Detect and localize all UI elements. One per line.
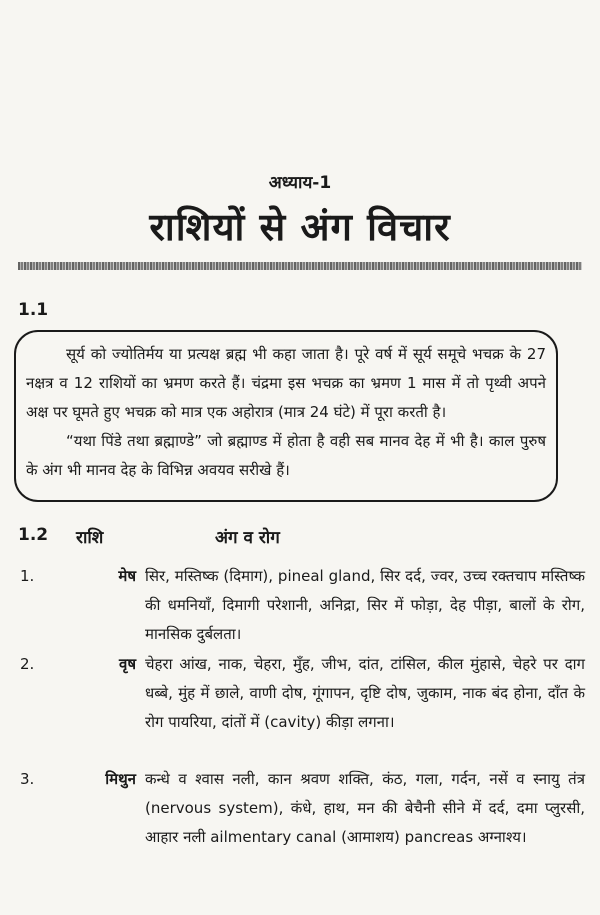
- intro-paragraph-1: सूर्य को ज्योतिर्मय या प्रत्यक्ष ब्रह्म भी कहा जाता है। पूरे वर्ष में सूर्य समूचे भचक्र के 27 नक्षत्र व 12 राशियों का भ्रमण करते हैं। चंद्रमा इस भचक्र का भ्रमण 1 मास में तो पृथ्वी अपने अक्ष पर घूमते हुए भचक्र को मात्र एक अहोरात्र (मात्र 24 घंटे) में पूरा करती है।: [26, 345, 546, 421]
- section-1-1-number: 1.1: [18, 300, 49, 320]
- entry-description: कन्धे व श्वास नली, कान श्रवण शक्ति, कंठ, गला, गर्दन, नसें व स्नायु तंत्र (nervous system), कंधे, हाथ, मन की बेचैनी सीने में दर्द, दमा प्लुरसी, आहार नली ailmentary canal (आमाशय) pancreas अग्नाश्य।: [145, 770, 585, 846]
- entry-rashi: वृष: [118, 655, 136, 673]
- section-1-2-rashi-heading: राशि: [76, 528, 104, 548]
- intro-paragraph-2: “यथा पिंडे तथा ब्रह्माण्डे” जो ब्रह्माण्ड में होता है वही सब मानव देह में भी है। काल पुरुष के अंग भी मानव देह के विभिन्न अवयव सरीखे हैं।: [26, 432, 546, 479]
- intro-box: [14, 330, 558, 502]
- entry-number: 1.: [20, 567, 35, 585]
- section-1-2-organ-heading: अंग व रोग: [215, 528, 280, 548]
- section-1-2-number: 1.2: [18, 525, 49, 545]
- entry-description: सिर, मस्तिष्क (दिमाग), pineal gland, सिर दर्द, ज्वर, उच्च रक्तचाप मस्तिष्क की धमनियाँ, दिमागी परेशानी, अनिद्रा, सिर में फोड़ा, देह पीड़ा, बालों के रोग, मानसिक दुर्बलता।: [145, 567, 585, 643]
- title-rule: [18, 262, 582, 270]
- entry-rashi: मेष: [118, 567, 136, 585]
- entry-rashi: मिथुन: [105, 770, 136, 788]
- chapter-title: राशियों से अंग विचार: [149, 204, 451, 249]
- entry-description: चेहरा आंख, नाक, चेहरा, मुँह, जीभ, दांत, टांसिल, कील मुंहासे, चेहरे पर दाग धब्बे, मुंह में छाले, वाणी दोष, गूंगापन, दृष्टि दोष, जुकाम, नाक बंद होना, दाँत के रोग पायरिया, दांतों में (cavity) कीड़ा लगना।: [145, 655, 585, 731]
- entry-number: 3.: [20, 770, 35, 788]
- entry-number: 2.: [20, 655, 35, 673]
- chapter-label: अध्याय-1: [268, 173, 332, 193]
